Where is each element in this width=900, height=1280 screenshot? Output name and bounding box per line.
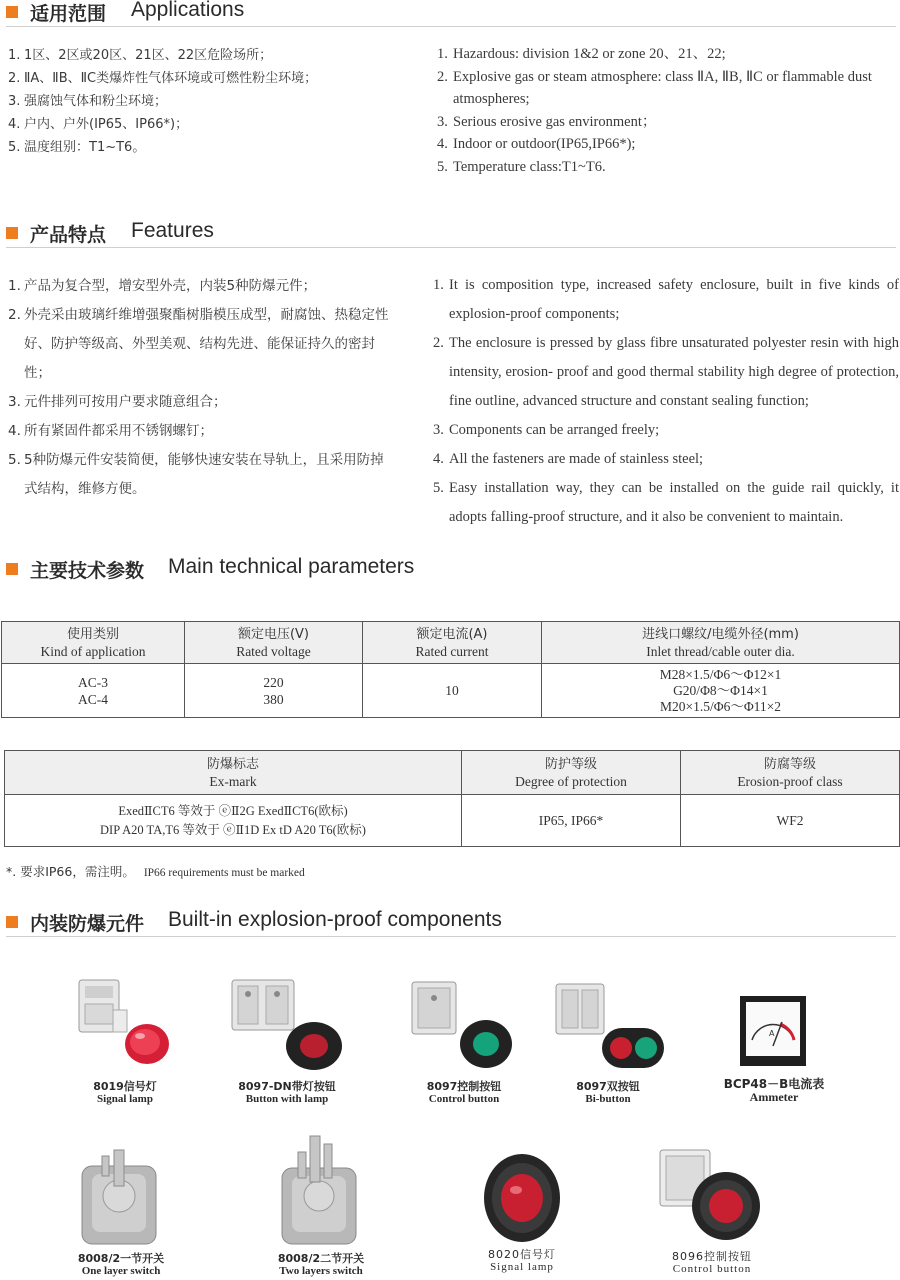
components-heading (6, 910, 896, 938)
list-item: 2. ⅡA、ⅡB、ⅡC类爆炸性气体环境或可燃性粉尘环境； (8, 71, 318, 86)
one-layer-switch-icon (66, 1140, 176, 1252)
applications-title-zh: 适用范围 (30, 3, 107, 25)
list-item: 1. 产品为复合型，增安型外壳，内装5种防爆元件； (8, 278, 317, 294)
parameters-title-zh: 主要技术参数 (30, 560, 145, 582)
component-name-zh: 8020信号灯 (488, 1248, 556, 1261)
list-item: 2. The enclosure is pressed by glass fibre unsaturated polyester resin with high intensity, erosion- proof and good thermal stability high degree of protection, fine outline, advanced structure and constant sealing function; (433, 335, 899, 409)
component-name-en: Control button (672, 1263, 752, 1275)
component-name-zh: 8097双按钮 (576, 1080, 640, 1093)
list-item: 5. Temperature class:T1~T6. (437, 158, 606, 175)
features-title-zh: 产品特点 (30, 224, 107, 246)
parameters-heading (6, 557, 896, 585)
component-name-zh: BCP48－B电流表 (723, 1077, 825, 1091)
component-name-zh: 8097-DN带灯按钮 (238, 1080, 336, 1093)
ammeter-icon (718, 990, 830, 1078)
component-name-en: Ammeter (749, 1090, 799, 1104)
table-cell: M28×1.5/Φ6～Φ12×1 G20/Φ8～Φ14×1 M20×1.5/Φ6～Φ11×2 (542, 664, 900, 718)
section-marker-icon (6, 6, 18, 18)
component-name-zh: 8019信号灯 (93, 1080, 157, 1093)
list-item: 2. 外壳采由玻璃纤维增强聚酯树脂模压成型，耐腐蚀、热稳定性好、防护等级高、外型美观、结构先进、能保证持久的密封性； (8, 307, 389, 381)
features-list-zh (8, 272, 396, 504)
component-control-button-8096 (654, 1142, 770, 1276)
list-item: 1. 1区、2区或20区、21区、22区危险场所； (8, 48, 273, 63)
component-two-layers-switch-8008-2 (266, 1132, 376, 1278)
applications-heading (6, 0, 896, 28)
applications-list-en (437, 43, 899, 178)
table-cell: AC-3 AC-4 (2, 664, 185, 718)
component-name-en: One layer switch (81, 1265, 161, 1277)
bi-button-icon (548, 972, 668, 1080)
list-item: 3. Serious erosive gas environment； (437, 113, 657, 130)
component-control-button-8097 (404, 972, 524, 1106)
features-heading (6, 221, 896, 249)
two-layers-switch-icon (266, 1132, 376, 1252)
component-name-zh: 8008/2一节开关 (77, 1252, 165, 1265)
section-divider (6, 247, 896, 248)
button-with-lamp-icon (222, 972, 352, 1080)
list-item: 5. 温度组别：T1~T6。 (8, 140, 146, 155)
table-header: 防腐等级 Erosion-proof class (681, 751, 900, 795)
component-name-en: Two layers switch (279, 1265, 363, 1277)
component-signal-lamp-8020 (472, 1146, 572, 1274)
component-one-layer-switch-8008-2 (66, 1140, 176, 1278)
list-item: 2. Explosive gas or steam atmosphere: class ⅡA, ⅡB, ⅡC or flammable dust atmospheres; (437, 68, 872, 107)
table-cell: WF2 (681, 795, 900, 847)
table-header-row (5, 751, 900, 795)
section-marker-icon (6, 227, 18, 239)
section-marker-icon (6, 563, 18, 575)
list-item: 1. Hazardous: division 1&2 or zone 20、21、22; (437, 46, 726, 62)
section-divider (6, 26, 896, 27)
applications-list-zh (8, 44, 418, 159)
table-header: 额定电流(A) Rated current (363, 622, 542, 664)
list-item: 4. 所有紧固件都采用不锈钢螺钉； (8, 423, 213, 439)
component-ammeter-bcp48-b (718, 990, 830, 1104)
component-name-en: Control button (428, 1093, 500, 1105)
ex-mark-table (4, 750, 900, 847)
list-item: 4. 户内、户外(IP65、IP66*)； (8, 117, 189, 132)
svg-text:A: A (769, 1029, 775, 1038)
signal-lamp-icon (472, 1146, 572, 1248)
table-cell: ExedⅡCT6 等效于 ⓔⅡ2G ExedⅡCT6(欧标) DIP A20 TA,T6 等效于 ⓔⅡ1D Ex tD A20 T6(欧标) (5, 795, 462, 847)
list-item: 4. All the fasteners are made of stainless steel; (433, 451, 704, 467)
list-item: 5. Easy installation way, they can be installed on the guide rail quickly, it adopts falling-proof structure, and it also be convenient to maintain. (433, 480, 899, 525)
component-signal-lamp-8019 (65, 972, 185, 1106)
signal-lamp-icon (65, 972, 185, 1080)
control-button-icon (654, 1142, 770, 1250)
component-name-zh: 8097控制按钮 (426, 1080, 502, 1093)
parameters-title-en: Main technical parameters (168, 555, 415, 578)
table-header: 防爆标志 Ex-mark (5, 751, 462, 795)
rated-values-table (1, 621, 900, 718)
list-item: 4. Indoor or outdoor(IP65,IP66*); (437, 136, 636, 152)
section-marker-icon (6, 916, 18, 928)
component-name-zh: 8096控制按钮 (672, 1250, 752, 1263)
list-item: 3. Components can be arranged freely; (433, 422, 660, 438)
table-header: 使用类别 Kind of application (2, 622, 185, 664)
list-item: 1. It is composition type, increased safety enclosure, built in five kinds of explosion-proof components; (433, 277, 899, 322)
applications-title-en: Applications (131, 0, 245, 21)
component-name-zh: 8008/2二节开关 (277, 1252, 365, 1265)
table-cell: IP65, IP66* (462, 795, 681, 847)
table-header: 额定电压(V) Rated voltage (185, 622, 363, 664)
table-header: 防护等级 Degree of protection (462, 751, 681, 795)
list-item: 3. 强腐蚀气体和粉尘环境； (8, 94, 168, 109)
component-name-en: Signal lamp (97, 1093, 153, 1105)
component-button-with-lamp-8097-dn (222, 972, 352, 1106)
table-row (2, 664, 900, 718)
table-cell: 10 (363, 664, 542, 718)
section-divider (6, 936, 896, 937)
list-item: 3. 元件排列可按用户要求随意组合； (8, 394, 227, 410)
features-list-en (433, 271, 899, 532)
component-name-en: Bi-button (585, 1093, 631, 1105)
features-title-en: Features (131, 219, 214, 242)
table-header-row (2, 622, 900, 664)
control-button-icon (404, 972, 524, 1080)
list-item: 5. 5种防爆元件安装简便，能够快速安装在导轨上，且采用防掉式结构，维修方便。 (8, 452, 384, 497)
ip66-note: *. 要求IP66，需注明。 IP66 requirements must be marked (6, 864, 305, 879)
components-title-en: Built-in explosion-proof components (168, 908, 502, 931)
component-bi-button-8097 (548, 972, 668, 1106)
table-cell: 220 380 (185, 664, 363, 718)
components-title-zh: 内装防爆元件 (30, 913, 145, 935)
component-name-en: Signal lamp (490, 1261, 554, 1273)
component-name-en: Button with lamp (245, 1093, 329, 1105)
table-header: 进线口螺纹/电缆外径(mm) Inlet thread/cable outer dia. (542, 622, 900, 664)
table-row (5, 795, 900, 847)
